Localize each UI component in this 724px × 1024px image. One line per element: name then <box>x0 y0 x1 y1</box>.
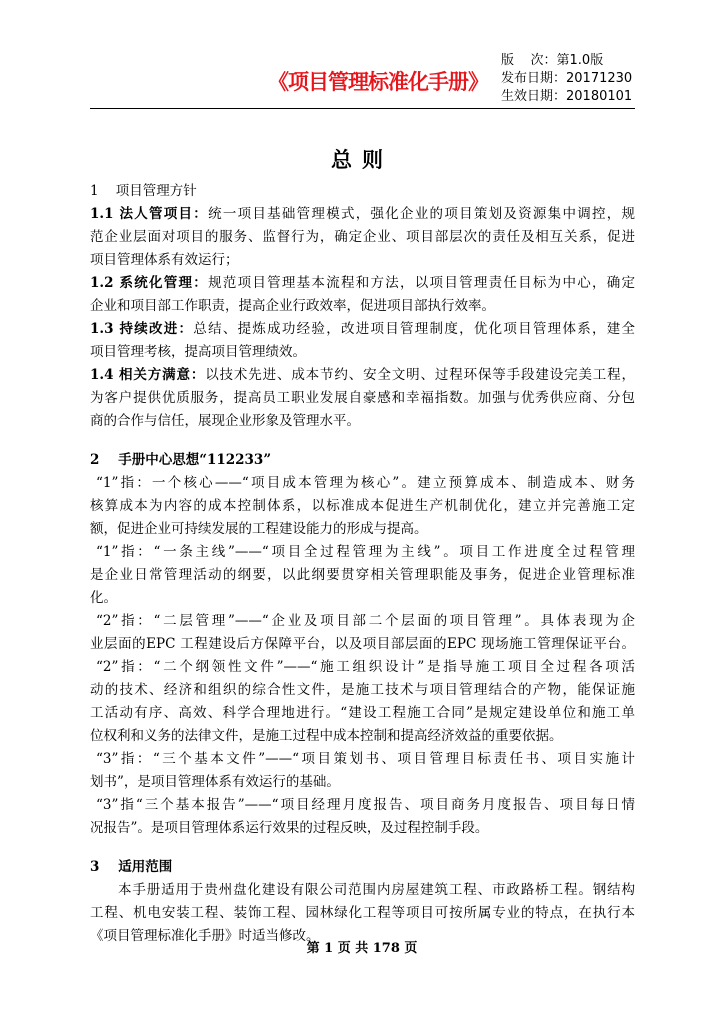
manual-title: 《项目管理标准化手册》 <box>268 70 488 94</box>
page-title: 总则 <box>331 148 393 172</box>
para-2-f-line: “3”指“三个基本报告”——“项目经理月度报告、项目商务月度报告、项目每日情 <box>96 797 635 813</box>
page-number: 第 1 页 共 178 页 <box>306 941 418 956</box>
para-2-b-line: 化。 <box>90 590 117 606</box>
para-2-c-line: “2”指：“二层管理”——“企业及项目部二个层面的项目管理”。具体表现为企 <box>96 613 635 629</box>
para-1-4-text: 以技术先进、成本节约、安全文明、过程环保等手段建设完美工程， <box>205 367 635 383</box>
para-1-2-line: 企业和项目部工作职责，提高企业行政效率，促进项目部执行效率。 <box>90 298 495 314</box>
para-1-2-lead: 1.2 系统化管理： <box>90 275 209 291</box>
para-1-1-text: 统一项目基础管理模式，强化企业的项目策划及资源集中调控，规 <box>208 206 635 222</box>
para-2-d-line: “2”指：“二个纲领性文件”——“施工组织设计”是指导施工项目全过程各项活 <box>96 659 635 675</box>
page-header <box>0 0 724 120</box>
para-2-a-line: 核算成本为内容的成本控制体系，以标准成本促进生产机制优化，建立并完善施工定 <box>90 498 635 514</box>
para-1-3-text: 总结、提炼成功经验，改进项目管理制度，优化项目管理体系，建全 <box>193 321 635 337</box>
para-2-e-line: “3”指：“三个基本文件”——“项目策划书、项目管理目标责任书、项目实施计 <box>96 751 635 767</box>
para-2-b-line: 是企业日常管理活动的纲要，以此纲要贯穿相关管理职能及事务，促进企业管理标准 <box>90 567 635 583</box>
effective-date-value: 20180101 <box>566 89 633 104</box>
document-body <box>90 180 635 948</box>
para-1-1-line: 项目管理体系有效运行； <box>90 252 239 268</box>
para-1-4-line: 商的合作与信任，展现企业形象及管理水平。 <box>90 413 360 429</box>
release-date-value: 20171230 <box>566 71 633 86</box>
version-value: 第1.0版 <box>556 53 604 68</box>
para-2-a-line: 额，促进企业可持续发展的工程建设能力的形成与提高。 <box>90 521 428 537</box>
effective-date-label: 生效日期： <box>501 89 567 104</box>
effective-date-row <box>501 88 632 106</box>
version-label: 版 次： <box>501 53 557 68</box>
para-1-4-lead: 1.4 相关方满意： <box>90 367 206 383</box>
para-3-line: 本手册适用于贵州盘化建设有限公司范围内房屋建筑工程、市政路桥工程。钢结构 <box>118 882 635 898</box>
para-2-a-line: “1”指：一个核心——“项目成本管理为核心”。建立预算成本、制造成本、财务 <box>96 475 635 491</box>
para-1-3-line <box>90 318 635 341</box>
para-2-f-line: 况报告”。是项目管理体系运行效果的过程反映，及过程控制手段。 <box>90 820 489 836</box>
header-divider <box>90 108 635 109</box>
para-1-3-line: 项目管理考核，提高项目管理绩效。 <box>90 344 306 360</box>
section-2-heading: 2 手册中心思想“112233” <box>90 452 272 468</box>
section-3-heading: 3 适用范围 <box>90 859 173 875</box>
release-date-row <box>501 70 632 88</box>
para-1-3-lead: 1.3 持续改进： <box>90 321 194 337</box>
para-1-1-lead: 1.1 法人管项目： <box>90 206 209 222</box>
para-2-d-line: 动的技术、经济和组织的综合性文件，是施工技术与项目管理结合的产物，能保证施 <box>90 682 635 698</box>
para-1-1-line <box>90 203 635 226</box>
para-2-d-line: 工活动有序、高效、科学合理地进行。“建设工程施工合同”是规定建设单位和施工单 <box>90 705 635 721</box>
section-1-heading: 1 项目管理方针 <box>90 183 197 199</box>
para-1-2-line <box>90 272 635 295</box>
para-3-line: 《项目管理标准化手册》时适当修改。 <box>90 928 320 944</box>
document-meta <box>501 52 632 106</box>
para-2-e-line: 划书”，是项目管理体系有效运行的基础。 <box>90 774 340 790</box>
para-1-4-line: 为客户提供优质服务，提高员工职业发展自豪感和幸福指数。加强与优秀供应商、分包 <box>90 390 635 406</box>
para-1-2-text: 规范项目管理基本流程和方法，以项目管理责任目标为中心，确定 <box>208 275 635 291</box>
para-1-1-line: 范企业层面对项目的服务、监督行为，确定企业、项目部层次的责任及相互关系，促进 <box>90 229 635 245</box>
section-gap <box>90 840 635 856</box>
para-3-line: 工程、机电安装工程、装饰工程、园林绿化工程等项目可按所属专业的特点，在执行本 <box>90 905 635 921</box>
release-date-label: 发布日期： <box>501 71 567 86</box>
para-1-4-line <box>90 364 635 387</box>
version-row <box>501 52 632 70</box>
para-2-d-line: 位权利和义务的法律文件，是施工过程中成本控制和提高经济效益的重要依据。 <box>90 728 563 744</box>
section-gap <box>90 433 635 449</box>
para-2-c-line: 业层面的EPC 工程建设后方保障平台，以及项目部层面的EPC 现场施工管理保证平台。 <box>90 636 635 652</box>
para-2-b-line: “1”指：“一条主线”——“项目全过程管理为主线”。项目工作进度全过程管理 <box>96 544 635 560</box>
